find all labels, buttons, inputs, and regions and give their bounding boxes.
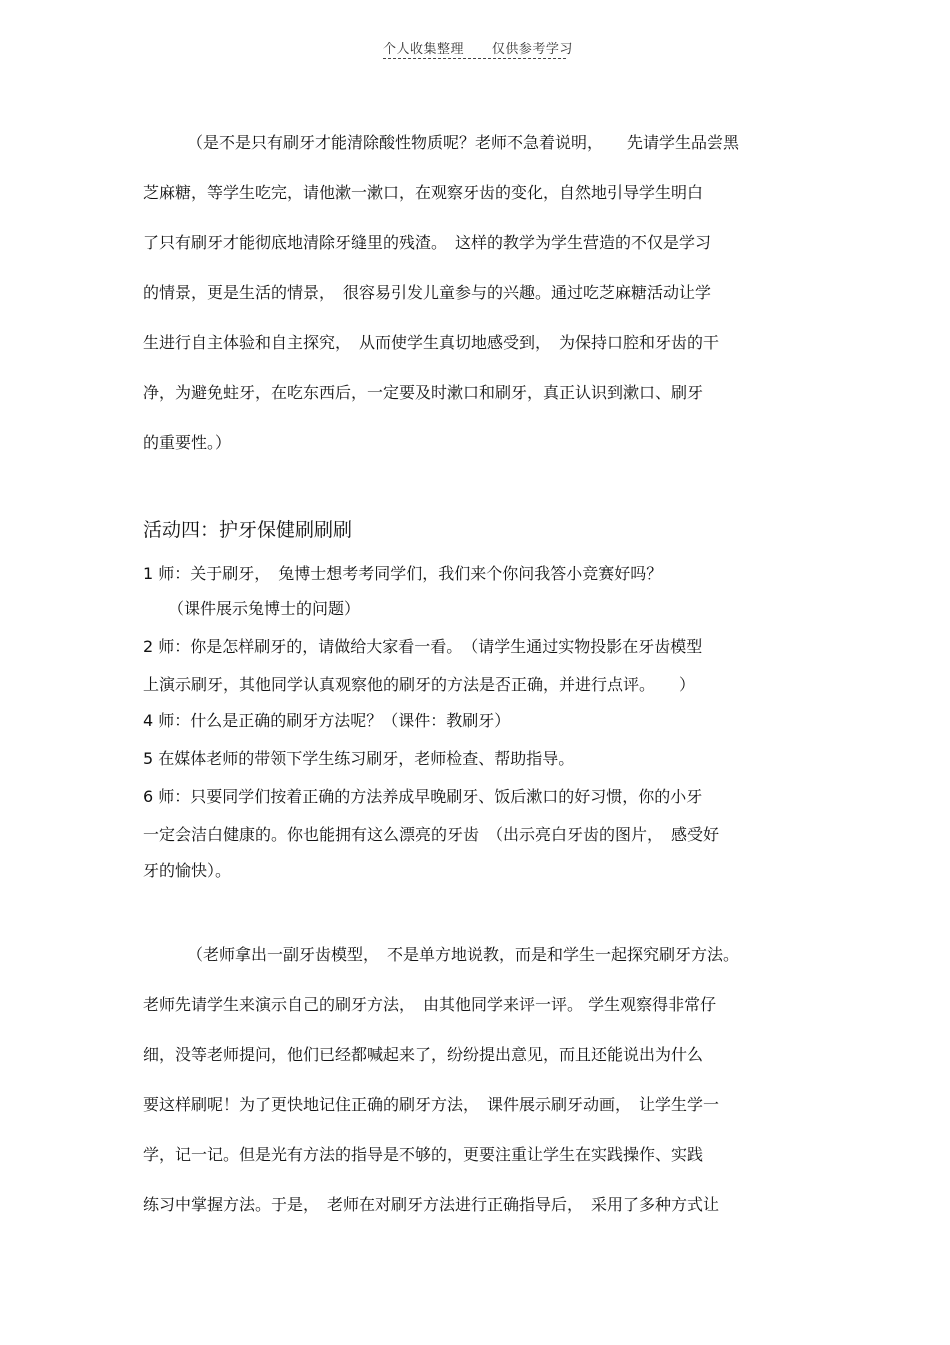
paragraph-line: 老师先请学生来演示自己的刷牙方法， 由其他同学来评一评。 学生观察得非常仔 bbox=[143, 995, 717, 1014]
paragraph-line: 净，为避免蛀牙，在吃东西后，一定要及时漱口和刷牙，真正认识到漱口、刷牙 bbox=[143, 383, 704, 402]
activity-line: （课件展示兔博士的问题） bbox=[160, 599, 361, 618]
paragraph-line: 了只有刷牙才能彻底地清除牙缝里的残渣。 这样的教学为学生营造的不仅是学习 bbox=[143, 233, 712, 252]
activity-line: 牙的愉快）。 bbox=[143, 861, 232, 880]
paragraph-line: （是不是只有刷牙才能清除酸性物质呢？老师不急着说明， 先请学生品尝黑 bbox=[187, 133, 740, 152]
activity-line: 一定会洁白健康的。你也能拥有这么漂亮的牙齿 （出示亮白牙齿的图片， 感受好 bbox=[143, 825, 720, 844]
paragraph-line: 芝麻糖，等学生吃完，请他漱一漱口，在观察牙齿的变化，自然地引导学生明白 bbox=[143, 183, 704, 202]
header-right: 仅供参考学习 bbox=[491, 42, 573, 57]
paragraph-line: 要这样刷呢！为了更快地记住正确的刷牙方法， 课件展示刷牙动画， 让学生学一 bbox=[143, 1095, 720, 1114]
paragraph-line: 学，记一记。但是光有方法的指导是不够的，更要注重让学生在实践操作、实践 bbox=[143, 1145, 704, 1164]
header-text bbox=[383, 38, 573, 57]
header-left: 个人收集整理 bbox=[383, 42, 465, 57]
activity-line: 5 在媒体老师的带领下学生练习刷牙，老师检查、帮助指导。 bbox=[143, 749, 575, 768]
activity-line: 1 师：关于刷牙， 兔博士想考考同学们，我们来个你问我答小竞赛好吗？ bbox=[143, 564, 663, 583]
paragraph-line: 练习中掌握方法。于是， 老师在对刷牙方法进行正确指导后， 采用了多种方式让 bbox=[143, 1195, 720, 1214]
header-divider bbox=[383, 58, 566, 59]
paragraph-line: 生进行自主体验和自主探究， 从而使学生真切地感受到， 为保持口腔和牙齿的干 bbox=[143, 333, 720, 352]
activity-line: 4 师：什么是正确的刷牙方法呢？（课件：教刷牙） bbox=[143, 711, 511, 730]
paragraph-line: 细，没等老师提问，他们已经都喊起来了，纷纷提出意见，而且还能说出为什么 bbox=[143, 1045, 704, 1064]
activity-line: 6 师：只要同学们按着正确的方法养成早晚刷牙、饭后漱口的好习惯，你的小牙 bbox=[143, 787, 703, 806]
activity-line: 上演示刷牙，其他同学认真观察他的刷牙的方法是否正确，并进行点评。 ） bbox=[143, 675, 696, 694]
paragraph-line: 的重要性。） bbox=[143, 433, 232, 452]
paragraph-line: （老师拿出一副牙齿模型， 不是单方地说教，而是和学生一起探究刷牙方法。 bbox=[187, 945, 740, 964]
activity-4-title: 活动四：护牙保健刷刷刷 bbox=[143, 519, 353, 541]
activity-line: 2 师：你是怎样刷牙的，请做给大家看一看。 （请学生通过实物投影在牙齿模型 bbox=[143, 637, 703, 656]
paragraph-line: 的情景，更是生活的情景， 很容易引发儿童参与的兴趣。通过吃芝麻糖活动让学 bbox=[143, 283, 712, 302]
